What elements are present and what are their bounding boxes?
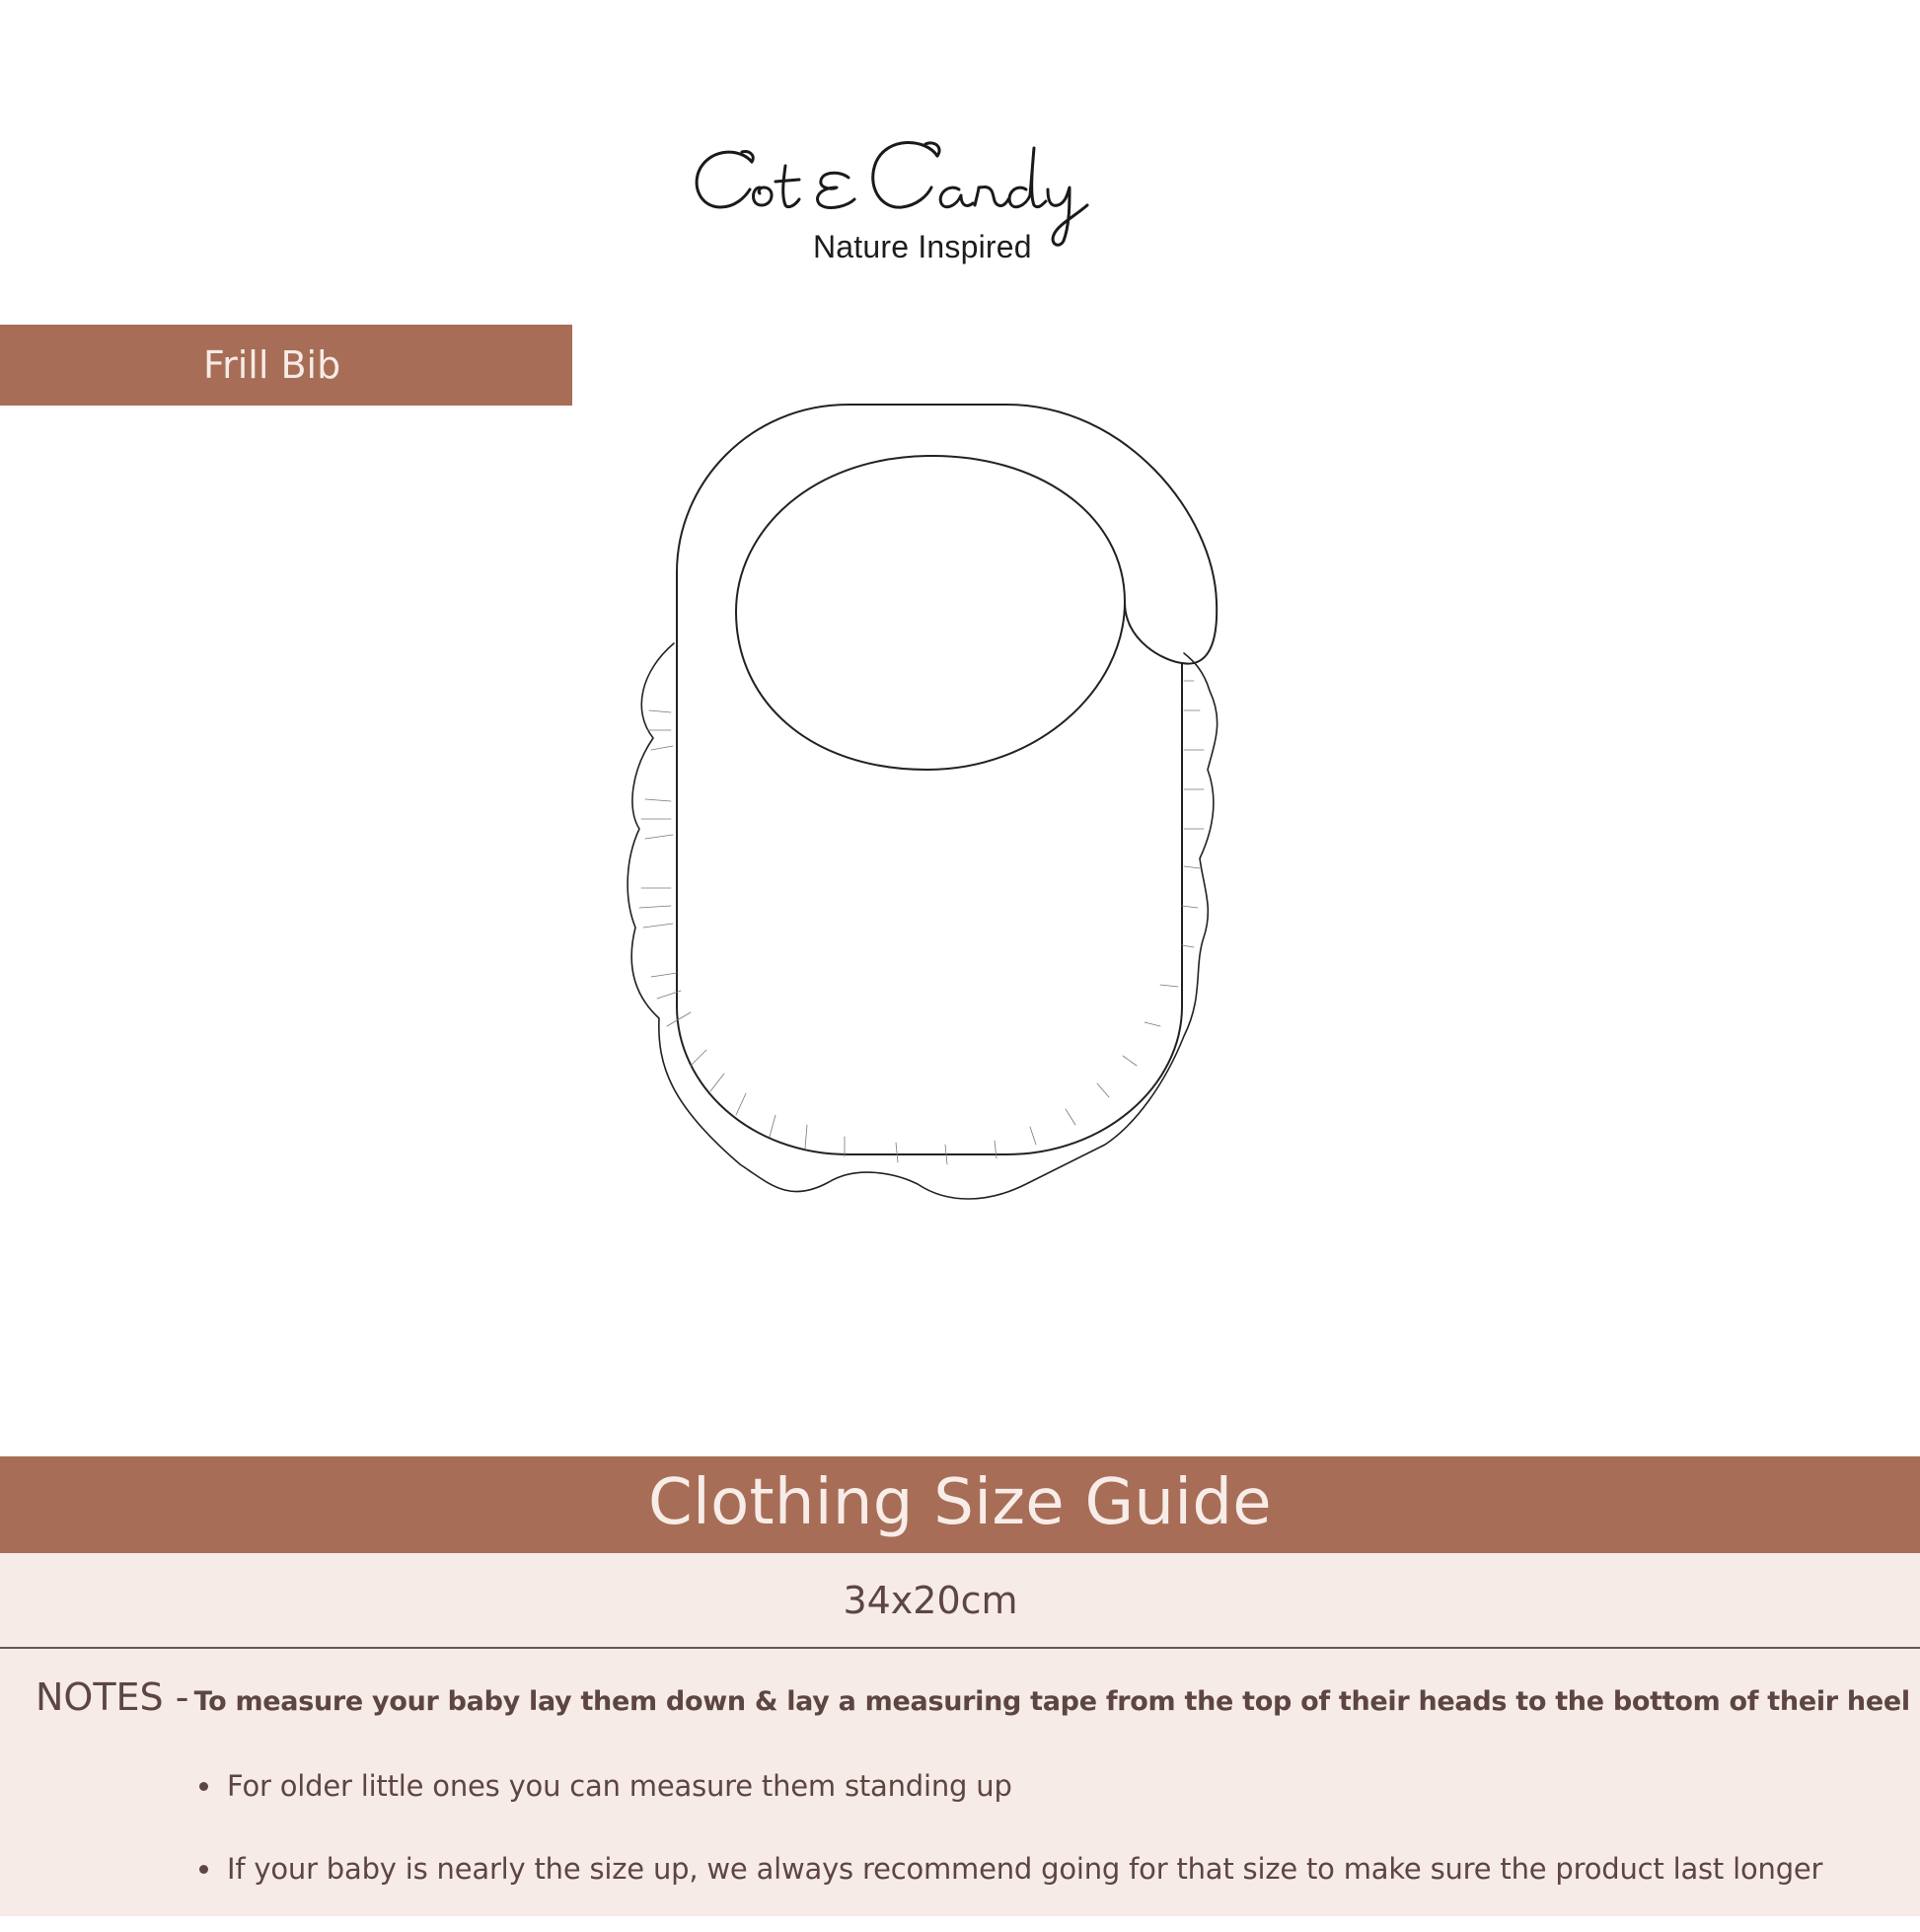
size-guide-title: Clothing Size Guide (648, 1466, 1272, 1539)
brand-logo (691, 126, 1164, 274)
list-item-text: If your baby is nearly the size up, we always recommend going for that size to make sure the product last longer (227, 1852, 1823, 1886)
product-label: Frill Bib (203, 343, 341, 387)
size-value: 34x20cm (843, 1579, 1018, 1622)
bullet-dot-icon (199, 1782, 208, 1791)
divider (0, 1647, 1920, 1649)
list-item (197, 1849, 1822, 1889)
list-item-text: For older little ones you can measure them standing up (227, 1769, 1012, 1803)
notes-label: NOTES - (36, 1675, 189, 1719)
size-guide-header (0, 1456, 1920, 1553)
product-banner (0, 325, 572, 406)
brand-tagline: Nature Inspired (813, 229, 1032, 264)
size-guide-panel (0, 1553, 1920, 1916)
notes-text: To measure your baby lay them down & lay a measuring tape from the top of their heads to the bottom of their heel (193, 1686, 1910, 1717)
bullet-dot-icon (199, 1865, 208, 1874)
frill-bib-outline-icon (612, 395, 1253, 1224)
list-item (197, 1766, 1822, 1806)
notes-row (36, 1675, 1910, 1719)
notes-list (197, 1766, 1822, 1932)
